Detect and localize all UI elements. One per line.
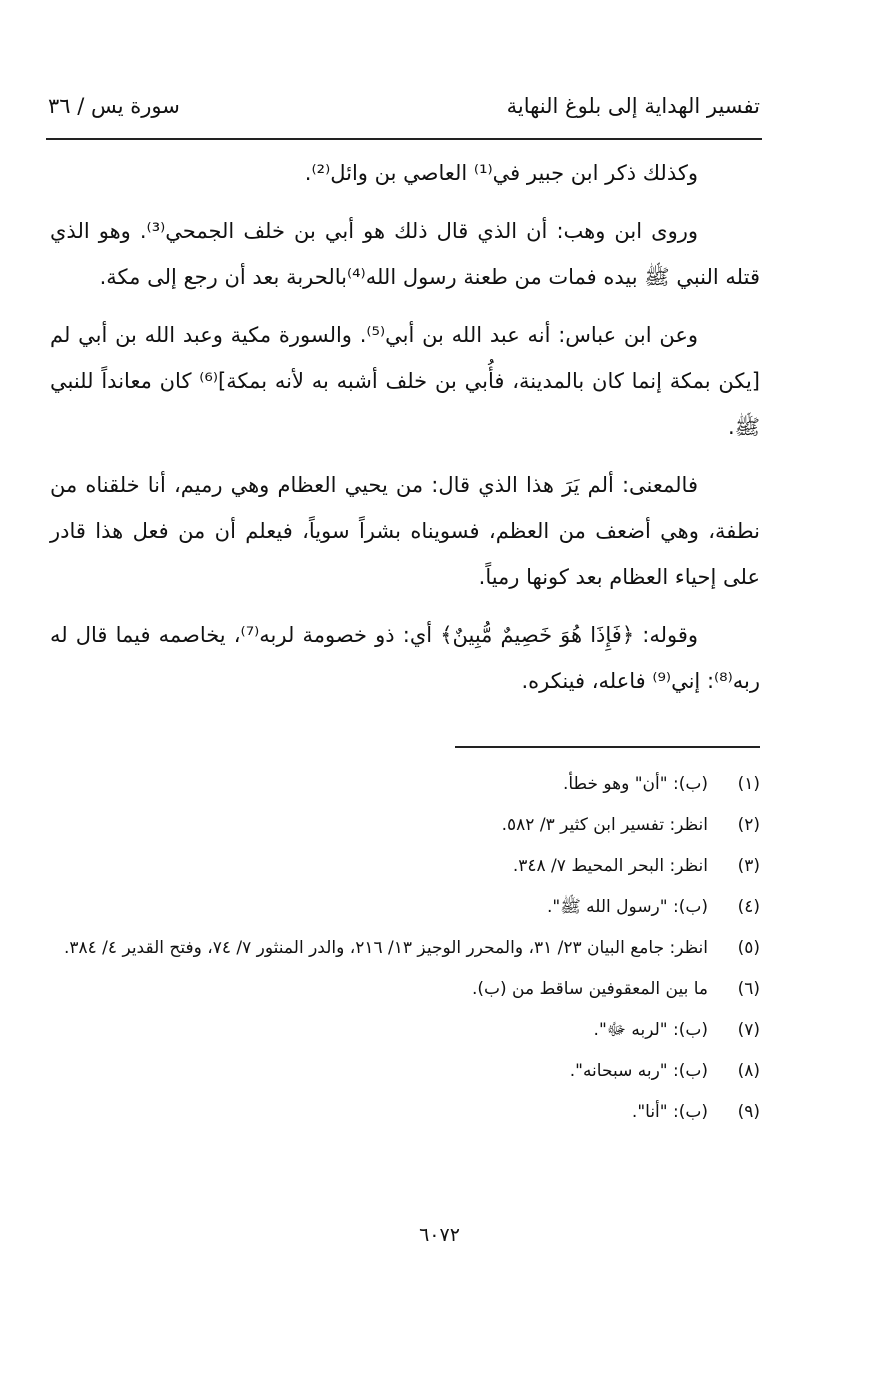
footnote-text: انظر: البحر المحيط ٧/ ٣٤٨. — [512, 856, 708, 876]
footnote — [50, 1014, 760, 1047]
footnote-number: (٤) — [737, 897, 760, 917]
footnotes — [50, 768, 760, 1137]
footnote-text: (ب): "ربه سبحانه". — [569, 1061, 708, 1081]
footnote — [50, 1096, 760, 1129]
footnote — [50, 932, 760, 965]
footnote-number: (٧) — [737, 1020, 760, 1040]
footnote-number: (٣) — [737, 856, 760, 876]
footnote-number: (٥) — [737, 938, 760, 958]
footnote-text: (ب): "رسول الله ﷺ". — [546, 897, 708, 917]
footnote-number: (٢) — [737, 815, 760, 835]
footnote-number: (٦) — [737, 979, 760, 999]
footnote-text: انظر: تفسير ابن كثير ٣/ ٥٨٢. — [501, 815, 708, 835]
page-number: ٦٠٧٢ — [419, 1224, 460, 1246]
paragraph: وروى ابن وهب: أن الذي قال ذلك هو أبي بن خلف الجمحي⁽³⁾. وهو الذي قتله النبي ﷺ بيده فمات من طعنة رسول الله⁽⁴⁾بالحربة بعد أن رجع إلى مكة. — [50, 219, 760, 289]
paragraph: فالمعنى: ألم يَرَ هذا الذي قال: من يحيي العظام وهي رميم، أنا خلقناه من نطفة، وهي أضعف من العظم، فسويناه بشراً سوياً، فيعلم أن من فعل هذا قادر على إحياء العظام بعد كونها رمياً. — [50, 473, 760, 589]
paragraph: وكذلك ذكر ابن جبير في⁽¹⁾ العاصي بن وائل⁽²⁾. — [304, 161, 698, 185]
footnote-text: (ب): "أن" وهو خطأ. — [562, 774, 708, 794]
footnote-text: انظر: جامع البيان ٢٣/ ٣١، والمحرر الوجيز ١٣/ ٢١٦، والدر المنثور ٧/ ٧٤، وفتح القدير ٤/ ٣٨٤. — [63, 938, 708, 958]
footnote — [50, 1055, 760, 1088]
footnote-number: (١) — [737, 774, 760, 794]
surah-reference: سورة يس / ٣٦ — [48, 94, 180, 118]
footnote-divider — [455, 746, 760, 748]
footnote — [50, 809, 760, 842]
footnote-number: (٩) — [737, 1102, 760, 1122]
header-divider — [46, 138, 762, 140]
footnote-text: ما بين المعقوفين ساقط من (ب). — [471, 979, 708, 999]
footnote-number: (٨) — [737, 1061, 760, 1081]
footnote-text: (ب): "لربه ﷻ". — [593, 1020, 708, 1040]
book-title: تفسير الهداية إلى بلوغ النهاية — [506, 94, 760, 118]
footnote — [50, 891, 760, 924]
footnote — [50, 850, 760, 883]
footnote-text: (ب): "أنا". — [631, 1102, 708, 1122]
paragraph: وعن ابن عباس: أنه عبد الله بن أبي⁽⁵⁾. والسورة مكية وعبد الله بن أبي لم [يكن بمكة إنما كان بالمدينة، فأُبي بن خلف أشبه به لأنه بمكة]⁽⁶⁾ كان معانداً للنبي ﷺ. — [50, 323, 760, 439]
main-text — [50, 150, 760, 716]
footnote — [50, 973, 760, 1006]
running-header — [48, 94, 760, 130]
footnote — [50, 768, 760, 801]
paragraph: وقوله: ﴿فَإِذَا هُوَ خَصِيمٌ مُّبِينٌ﴾ أي: ذو خصومة لربه⁽⁷⁾، يخاصمه فيما قال له ربه⁽⁸⁾: إني⁽⁹⁾ فاعله، فينكره. — [50, 623, 760, 693]
